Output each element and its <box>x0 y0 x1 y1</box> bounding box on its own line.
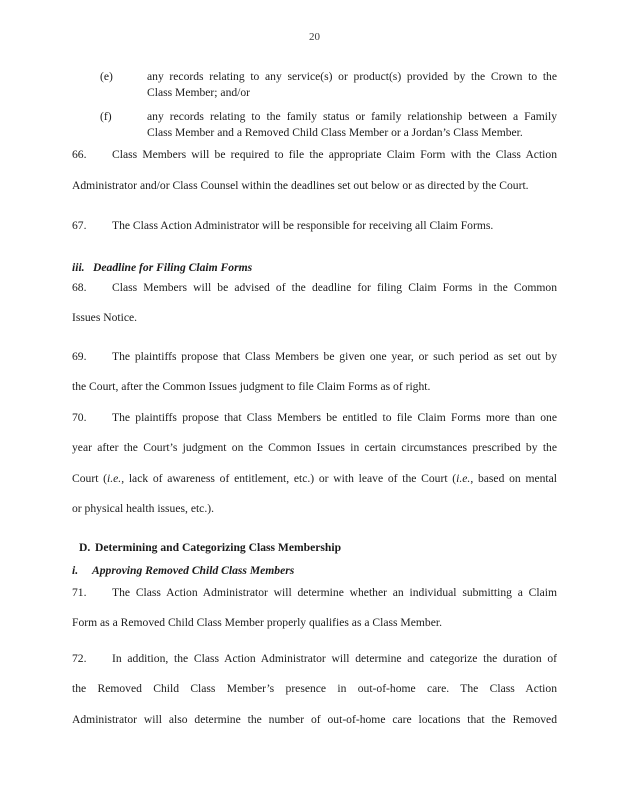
text-line: or physical health issues, etc.). <box>72 502 214 516</box>
text-line: the Court, after the Common Issues judgment to file Claim Forms as of right. <box>72 380 431 394</box>
paragraph-68 <box>72 273 557 334</box>
text-line <box>72 464 557 495</box>
text-line: The plaintiffs propose that Class Members be given one year, or such period as set out by <box>112 349 557 363</box>
heading-text: Determining and Categorizing Class Membership <box>95 540 342 554</box>
text-line: The Class Action Administrator will determine whether an individual submitting a Claim <box>112 585 557 599</box>
paragraph-66 <box>72 140 557 201</box>
text-line: Issues Notice. <box>72 311 138 325</box>
paragraph-67 <box>72 211 557 242</box>
paragraph-number: 67. <box>72 219 87 233</box>
text-line: the Removed Child Class Member’s presence in out-of-home care. The Class Action <box>72 682 557 696</box>
text-line: year after the Court’s judgment on the Common Issues in certain circumstances prescribed by the <box>72 441 557 455</box>
text-line: Administrator will also determine the number of out-of-home care locations that the Removed <box>72 712 557 726</box>
text-line: In addition, the Class Action Administrator will determine and categorize the duration of <box>112 651 557 665</box>
text-line: any records relating to any service(s) or product(s) provided by the Crown to the <box>147 70 557 83</box>
text-line: Administrator and/or Class Counsel within the deadlines set out below or as directed by the Court. <box>72 178 529 192</box>
heading-label: D. <box>79 540 91 554</box>
list-item-f <box>100 109 557 142</box>
heading-text: Deadline for Filing Claim Forms <box>93 260 253 274</box>
heading-determining-and-categorizing-class-membership <box>79 539 557 557</box>
heading-label: i. <box>72 563 79 577</box>
text-line: Class Member; and/or <box>147 86 251 100</box>
paragraph-number: 69. <box>72 349 87 363</box>
text-line: any records relating to the family status or family relationship between a Family <box>147 109 557 123</box>
text-segment: , lack of awareness of entitlement, etc.) or with leave of the Court ( <box>121 471 457 485</box>
text-line: Class Members will be required to file the appropriate Claim Form with the Class Action <box>112 148 557 162</box>
heading-text: Approving Removed Child Class Members <box>92 563 295 577</box>
paragraph-number: 68. <box>72 280 87 294</box>
paragraph-71 <box>72 578 557 639</box>
text-line: Form as a Removed Child Class Member properly qualifies as a Class Member. <box>72 616 442 630</box>
latin-abbreviation: i.e. <box>107 471 122 485</box>
page-number: 20 <box>309 31 320 43</box>
paragraph-69 <box>72 342 557 403</box>
latin-abbreviation: i.e. <box>456 471 471 485</box>
text-segment: , based on mental <box>470 471 557 485</box>
text-segment: Court ( <box>72 471 108 485</box>
paragraph-number: 71. <box>72 585 87 599</box>
text-line: The plaintiffs propose that Class Members be entitled to file Claim Forms more than one <box>112 410 557 424</box>
paragraph-number: 72. <box>72 651 87 665</box>
paragraph-72 <box>72 644 557 736</box>
paragraph-number: 70. <box>72 410 87 424</box>
text-line: Class Member and a Removed Child Class Member or a Jordan’s Class Member. <box>147 125 523 139</box>
text-line: Class Members will be advised of the deadline for filing Claim Forms in the Common <box>112 280 557 294</box>
text-line: The Class Action Administrator will be responsible for receiving all Claim Forms. <box>112 219 494 233</box>
list-item-label: (f) <box>100 109 112 123</box>
heading-label: iii. <box>72 260 85 274</box>
list-item-e <box>100 69 557 102</box>
list-item-label: (e) <box>100 70 113 83</box>
paragraph-70 <box>72 403 557 525</box>
paragraph-number: 66. <box>72 148 87 162</box>
